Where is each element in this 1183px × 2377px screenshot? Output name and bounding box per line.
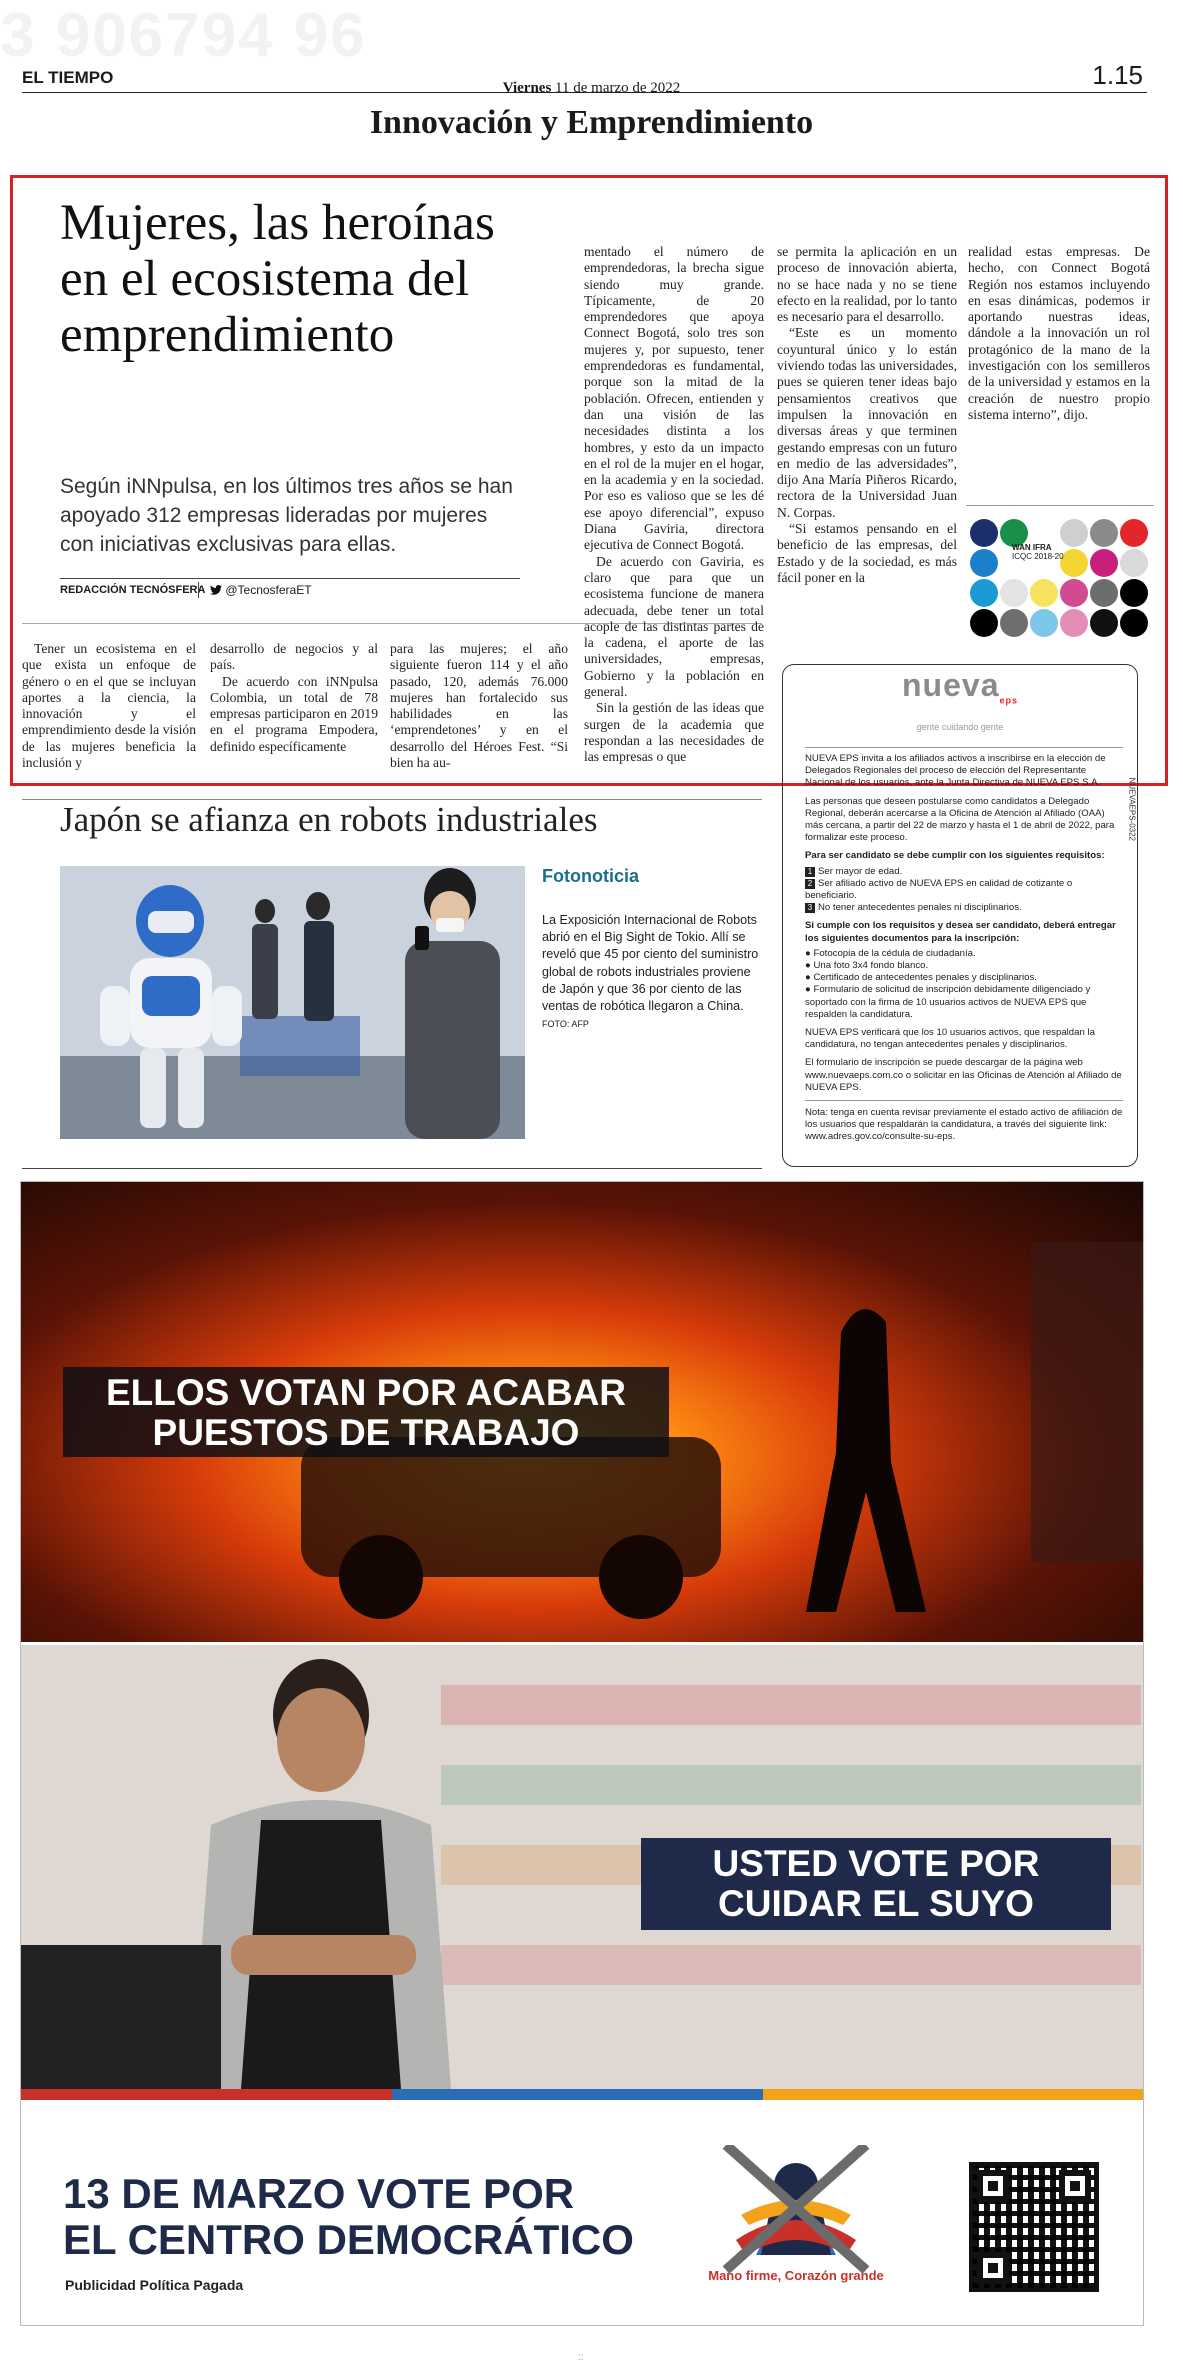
eps-rule: [805, 1100, 1123, 1101]
paragraph: Tener un ecosistema en el que exista un enfoque de género o en el que se incluyan aportes a la ciencia, la innovación y el emprendimiento desde la visión de las mujeres beneficia la inclusión y: [22, 641, 196, 771]
page-mark: ::: [578, 2352, 584, 2363]
section-title: Innovación y Emprendimiento: [369, 104, 814, 141]
wan-ifra-label: [1012, 543, 1064, 561]
header-rule: [22, 92, 1147, 93]
qr-finder: [977, 2170, 1009, 2202]
eps-body: [805, 753, 1123, 1150]
color-dot: [1060, 549, 1088, 577]
color-dot: [970, 549, 998, 577]
article-column-2: [210, 641, 378, 755]
wan-ifra-label-1: WAN IFRA: [1012, 543, 1052, 552]
color-dot: [1120, 579, 1148, 607]
color-dot: [1060, 579, 1088, 607]
robot-photo-illustration: [60, 866, 525, 1139]
color-dot: [1090, 549, 1118, 577]
list-item: 1 Ser mayor de edad.: [805, 866, 1123, 878]
party-color-stripe: [21, 2089, 1144, 2100]
logo-word: nueva: [902, 667, 1000, 703]
byline-rule: [60, 578, 520, 579]
photo-story-title: Japón se afianza en robots industriales: [60, 800, 598, 839]
article-column-3: [390, 641, 568, 771]
ad-banner-2: [641, 1838, 1111, 1930]
paragraph: para las mujeres; el año siguiente fueron 114 y el año pasado, 120, además 76.000 mujeres han fortalecido sus habilidades en las ‘emprendetones’ y en el desarrollo del Héroes Fest. “Si bien ha au-: [390, 641, 568, 771]
vote-line-1: 13 DE MARZO VOTE POR: [63, 2170, 575, 2217]
paragraph: “Si estamos pensando en el beneficio de las empresas, del Estado y de la sociedad, es más fácil poner en la: [777, 521, 957, 585]
paragraph: Sin la gestión de las ideas que surgen de la academia que respondan a las necesidades de las empresas o que: [584, 700, 764, 765]
eps-paragraph: NUEVA EPS verificará que los 10 usuarios activos, que respaldan la candidatura, no tengan antecedentes penales y disciplinarios.: [805, 1027, 1095, 1051]
article-column-4: [584, 244, 764, 766]
political-ad: [20, 1181, 1144, 2326]
paragraph: mentado el número de emprendedoras, la brecha sigue siendo muy grande. Típicamente, de 20 emprendedores que apoya Connect Bogotá, solo tres son mujeres y, por supuesto, tener emprendedoras es fundamental, porque son la mitad de la población. Ofrecen, entienden y dan una visión de las necesidades distinta a los hombres, y esto da un impacto en el rol de la mujer en el hogar, en la academia y en la sociedad. Por eso es valioso que se les dé ese apoyo diferencial”, expuso Diana Gaviria, directora ejecutiva de Connect Bogotá.: [584, 244, 764, 553]
color-dot: [1120, 549, 1148, 577]
color-dot: [1120, 519, 1148, 547]
date-weekday: Viernes: [502, 80, 552, 96]
color-dot: [1090, 609, 1118, 637]
qr-finder: [977, 2252, 1009, 2284]
req-text: Ser afiliado activo de NUEVA EPS en calidad de cotizante o beneficiario.: [805, 877, 1073, 902]
article-headline: Mujeres, las heroínas en el ecosistema del emprendimiento: [60, 195, 495, 363]
article-column-5: [777, 244, 957, 586]
party-logo: [696, 2145, 896, 2295]
doc-text: Fotocopia de la cédula de ciudadanía.: [813, 947, 976, 959]
paragraph: desarrollo de negocios y al país.: [210, 641, 378, 673]
burning-car-image: [21, 1182, 1144, 1642]
color-dot: [1000, 579, 1028, 607]
banner1-line2: PUESTOS DE TRABAJO: [152, 1412, 580, 1453]
eps-docs-list: [805, 948, 1123, 1021]
paragraph: “Este es un momento coyuntural único y lo están viviendo todas las universidades, pues se quieren tener ideas bajo pensamientos creativos que impulsen la innovación en diversas áreas y que terminen gestando empresas con un futuro en medio de las adversidades”, dijo Ana María Piñeros Ricardo, rectora de la Universidad Juan N. Corpas.: [777, 325, 957, 520]
color-dot: [970, 609, 998, 637]
photo-caption: [542, 912, 762, 1033]
list-item: 2 Ser afiliado activo de NUEVA EPS en calidad de cotizante o beneficiario.: [805, 877, 1073, 902]
eps-paragraph: El formulario de inscripción se puede descargar de la página web www.nuevaeps.com.co o solicitar en las Oficinas de Atención al Afiliado de NUEVA EPS.: [805, 1057, 1122, 1093]
eps-docs-title: Si cumple con los requisitos y desea ser candidato, deberá entregar los siguientes documentos para la inscripción:: [805, 920, 1116, 944]
list-item: ● Una foto 3x4 fondo blanco.: [805, 960, 929, 972]
logo-small: eps: [999, 695, 1018, 706]
color-dot: [1120, 609, 1148, 637]
ad-banner-1: [63, 1367, 669, 1457]
color-dot: [1030, 579, 1058, 607]
color-dot: [1000, 609, 1028, 637]
color-dot: [970, 579, 998, 607]
caption-text: La Exposición Internacional de Robots abrió en el Big Sight de Tokio. Allí se reveló que 45 por ciento del suministro global de robots industriales proviene de Japón y que 36 por ciento de las ventas de robótica llegaron a China.: [542, 913, 759, 1014]
eps-req-list: [805, 866, 1123, 915]
vote-line-2: EL CENTRO DEMOCRÁTICO: [63, 2216, 634, 2263]
color-dot: [1060, 609, 1088, 637]
brand-name: EL TIEMPO: [22, 68, 114, 87]
color-dot: [970, 519, 998, 547]
color-dot: [1060, 519, 1088, 547]
article-column-6: [968, 244, 1150, 423]
req-text: Ser mayor de edad.: [818, 865, 903, 877]
req-text: No tener antecedentes penales ni disciplinarios.: [818, 902, 1022, 914]
eps-note: Nota: tenga en cuenta revisar previamente el estado activo de afiliación de los usuarios que respaldarán la candidatura, a través del siguiente link: www.adres.gov.co/consulte-su-eps.: [805, 1107, 1123, 1143]
paragraph: realidad estas empresas. De hecho, con Connect Bogotá Región nos estamos incluyendo en esas dinámicas, podemos ir aportando nuestras ideas, dándole a la innovación un rol protagónico de la mano de la investigación con los semilleros de la universidad y estamos en la creación de nuestro propio sistema interno”, dijo.: [968, 244, 1150, 422]
qr-code[interactable]: [969, 2162, 1099, 2292]
eps-req-title: Para ser candidato se debe cumplir con los siguientes requisitos:: [805, 850, 1105, 862]
section-rule: [22, 1168, 762, 1169]
eps-paragraph: Las personas que deseen postularse como candidatos a Delegado Regional, deberán acercarse a la Oficina de Atención al Afiliado (OAA) más cercana, a partir del 22 de marzo y hasta el 1 de abril de 2022, para formalizar este proceso.: [805, 795, 1115, 844]
paragraph: De acuerdo con Gaviria, es claro que para que un ecosistema funcione de manera adecuada, debe tener un total acople de las distintas partes de la cadena, el aporte de las universidades, empresas, Gobierno y la población en general.: [584, 553, 764, 700]
eps-paragraph: NUEVA EPS invita a los afiliados activos a inscribirse en la elección de Delegados Regionales del proceso de elección del Representante Nacional de los usuarios, ante la Junta Directiva de NUEVA EPS S.A.: [805, 753, 1106, 789]
list-item: 3 No tener antecedentes penales ni disciplinarios.: [805, 902, 1123, 914]
color-dot: [1090, 579, 1118, 607]
party-logo-icon: [696, 2145, 896, 2275]
doc-text: Una foto 3x4 fondo blanco.: [813, 960, 929, 972]
qr-finder: [1059, 2170, 1091, 2202]
color-dot: [1030, 609, 1058, 637]
banner1-line1: ELLOS VOTAN POR ACABAR: [105, 1372, 627, 1413]
byline: REDACCIÓN TECNÓSFERA: [60, 584, 206, 596]
list-item: ● Fotocopia de la cédula de ciudadanía.: [805, 947, 976, 959]
twitter-icon: [210, 585, 222, 595]
doc-text: Formulario de solicitud de inscripción debidamente diligenciado y soportado con la firma de 10 usuarios activos de NUEVA EPS que respalden la candidatura.: [805, 984, 1091, 1020]
banner2-line2: CUIDAR EL SUYO: [718, 1883, 1034, 1924]
list-item: ● Formulario de solicitud de inscripción debidamente diligenciado y soportado con la firma de 10 usuarios activos de NUEVA EPS que respalden la candidatura.: [805, 984, 1091, 1020]
issue-date: [0, 80, 1183, 97]
photo-label: Fotonoticia: [542, 866, 639, 886]
paragraph: De acuerdo con iNNpulsa Colombia, un total de 78 empresas participaron en 2019 en el programa Empodera, definido específicamente: [210, 673, 378, 754]
eps-rule: [805, 747, 1123, 748]
banner2-line1: USTED VOTE POR: [712, 1843, 1040, 1884]
shopkeeper-image: [21, 1645, 1144, 2089]
color-dot: [1090, 519, 1118, 547]
color-calibration-bar: [966, 505, 1154, 629]
nueva-eps-logo: [783, 667, 1137, 707]
byline-divider: [198, 582, 199, 598]
paragraph: se permita la aplicación en un proceso de innovación abierta, no se hace nada y no se tiene efecto en la realidad, por lo tanto es necesario para el desarrollo.: [777, 244, 957, 325]
eps-tagline: gente cuidando gente: [916, 722, 1004, 732]
nueva-eps-ad: [782, 664, 1138, 1167]
page-number: 1.15: [1092, 60, 1143, 90]
party-slogan: Mano firme, Corazón grande: [708, 2268, 884, 2283]
doc-text: Certificado de antecedentes penales y disciplinarios.: [813, 972, 1037, 984]
date-rest: 11 de marzo de 2022: [551, 80, 681, 96]
photo-credit: FOTO: AFP: [542, 1019, 589, 1030]
list-item: ● Certificado de antecedentes penales y disciplinarios.: [805, 972, 1037, 984]
twitter-handle-text: @TecnosferaET: [225, 583, 312, 597]
robot-expo-photo: [60, 866, 525, 1139]
eps-ref-code: NUEVAEPS-0322: [1127, 777, 1136, 841]
article-column-1: [22, 641, 196, 771]
article-lead: Según iNNpulsa, en los últimos tres años se han apoyado 312 empresas lideradas por mujeres con iniciativas exclusivas para ellas.: [60, 475, 513, 556]
paid-advertising-note: Publicidad Política Pagada: [65, 2277, 244, 2293]
twitter-handle: [210, 583, 312, 597]
wan-ifra-label-2: ICQC 2018-20: [1012, 552, 1064, 561]
watermark: 3 906794 96: [0, 1, 367, 70]
